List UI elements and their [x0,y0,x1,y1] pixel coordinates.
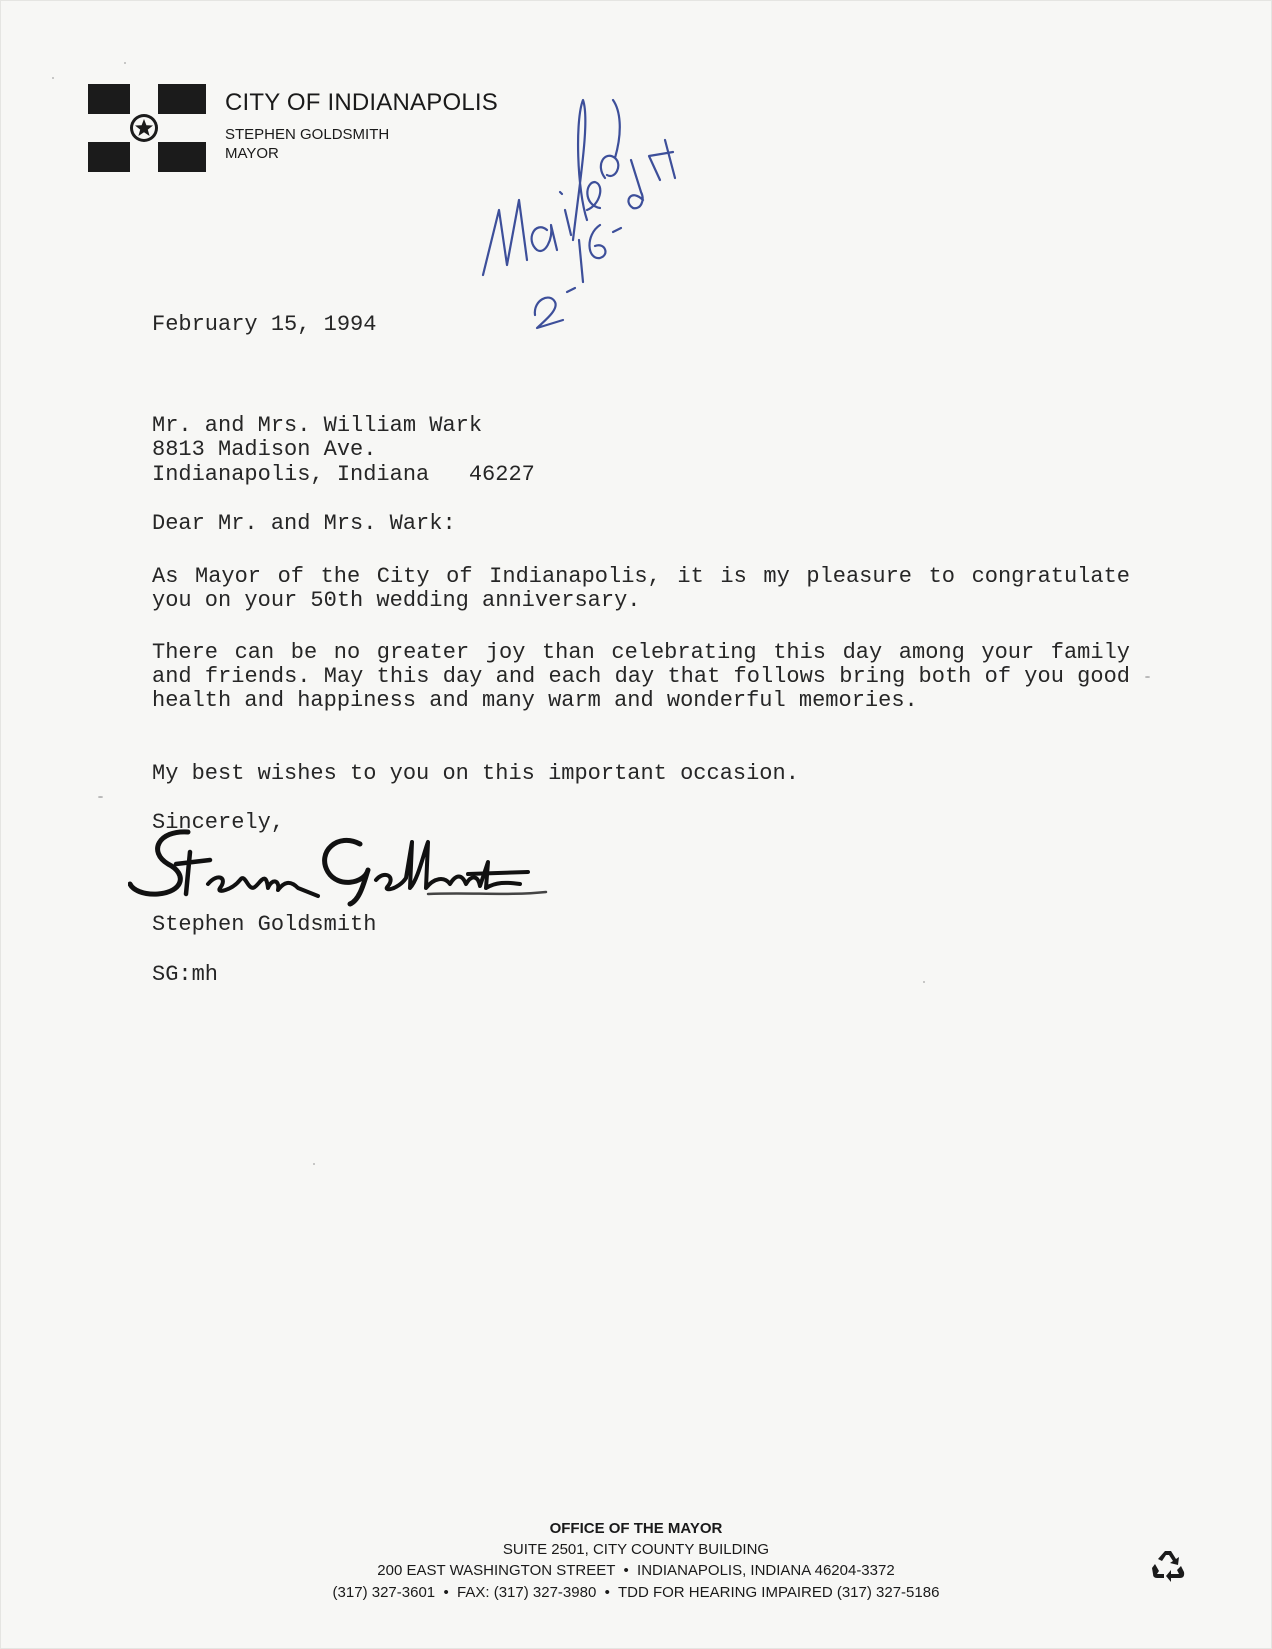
signature-text: Stephen Goldsmith [128,822,136,823]
paper-speck [124,62,126,64]
typist-initials: SG:mh [152,962,219,987]
body-paragraph: As Mayor of the City of Indianapolis, it is my pleasure to congratulate you on your 50th wedding anniversary. [152,564,1130,613]
letter-date: February 15, 1994 [152,312,377,337]
recipient-street: 8813 Madison Ave. [152,437,377,462]
paper-speck [98,796,103,798]
paper-speck [923,981,925,983]
body-paragraph: There can be no greater joy than celebrating this day among your family and friends. May this day and each day that follows bring both of you good health and happiness and many warm and wonderful memories. [152,640,1130,713]
handwritten-signature [128,822,558,917]
recipient-city-state-zip: Indianapolis, Indiana 46227 [152,462,535,487]
letterhead-mayor-title: MAYOR [225,145,279,162]
paper-speck [313,1163,315,1165]
handwritten-mailed-note [455,60,715,330]
recipient-name: Mr. and Mrs. William Wark [152,413,483,438]
paper-speck [52,77,54,79]
recycle-icon [1151,1548,1185,1582]
signer-name: Stephen Goldsmith [152,912,377,937]
footer-street-address: 200 EAST WASHINGTON STREET • INDIANAPOLIS, INDIANA 46204-3372 [377,1562,895,1579]
footer-phone-numbers: (317) 327-3601 • FAX: (317) 327-3980 • TDD FOR HEARING IMPAIRED (317) 327-5186 [332,1584,940,1601]
paper-speck [1145,676,1150,678]
closing: Sincerely, [152,810,285,835]
salutation: Dear Mr. and Mrs. Wark: [152,511,456,536]
letterhead-city-name: CITY OF INDIANAPOLIS [225,89,498,116]
city-seal-star-icon [88,84,206,176]
footer-office: OFFICE OF THE MAYOR [549,1520,723,1537]
letterhead-mayor-name: STEPHEN GOLDSMITH [225,126,390,143]
footer-suite: SUITE 2501, CITY COUNTY BUILDING [502,1541,770,1558]
body-paragraph: My best wishes to you on this important occasion. [152,761,799,786]
